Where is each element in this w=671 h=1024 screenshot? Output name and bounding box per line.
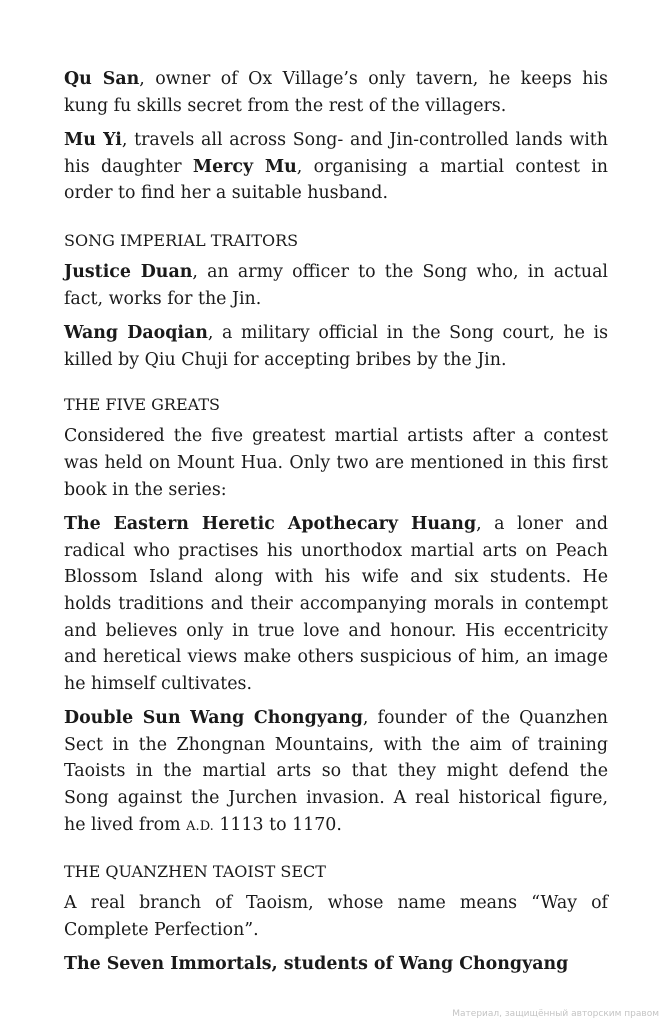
- character-name: Wang Daoqian: [64, 323, 208, 344]
- character-description: , organising a martial contest in order to find her a suitable husband.: [64, 156, 608, 204]
- section-heading: THE QUANZHEN TAOIST SECT: [64, 862, 326, 882]
- character-description: 1113 to 1170.: [213, 814, 342, 835]
- entry-wang-daoqian: [64, 320, 608, 373]
- era-abbreviation: A.D.: [186, 818, 214, 834]
- character-name: Qu San: [64, 69, 140, 89]
- character-name: Justice Duan: [64, 261, 193, 282]
- character-description: , a loner and radical who practises his unorthodox martial arts on Peach Blossom Island along with his wife and six students. He holds traditions and their accompanying morals in contempt and believes only in true love and honour. His eccentricity and heretical views make others suspicious of him, an image he himself cultivates.: [64, 514, 608, 694]
- character-description: , owner of Ox Village’s only tavern, he keeps his kung fu skills secret from the rest of the villagers.: [64, 69, 608, 116]
- section-heading: THE FIVE GREATS: [64, 395, 220, 415]
- character-name: Double Sun Wang Chongyang: [64, 708, 363, 729]
- entry-justice-duan: [64, 259, 608, 312]
- character-description: , an army officer to the Song who, in actual fact, works for the Jin.: [64, 261, 608, 309]
- entry-mu-yi: [64, 127, 608, 207]
- character-name: Mu Yi: [64, 130, 122, 151]
- entry-wang-chongyang: [64, 705, 608, 840]
- section-intro: A real branch of Taoism, whose name means “Way of Complete Perfection”.: [64, 893, 608, 940]
- document-page: [64, 66, 608, 986]
- subheading: The Seven Immortals, students of Wang Chongyang: [64, 954, 569, 975]
- character-description: , a military official in the Song court, he is killed by Qiu Chuji for accepting bribes by the Jin.: [64, 323, 608, 370]
- character-name: The Eastern Heretic Apothecary Huang: [64, 514, 477, 535]
- entry-qu-san: [64, 66, 608, 119]
- character-description: , travels all across Song- and Jin-controlled lands with his daughter: [64, 130, 608, 177]
- copyright-watermark: Материал, защищённый авторским правом: [452, 1009, 659, 1019]
- entry-apothecary-huang: [64, 511, 608, 697]
- section-heading: SONG IMPERIAL TRAITORS: [64, 230, 299, 250]
- section-intro: Considered the five greatest martial artists after a contest was held on Mount Hua. Only two are mentioned in this first book in the series:: [64, 426, 608, 500]
- character-description: , founder of the Quanzhen Sect in the Zhongnan Mountains, with the aim of training Taoists in the martial arts so that they might defend the Song against the Jurchen invasion. A real historical figure, he lived from: [64, 708, 608, 835]
- character-name: Mercy Mu: [192, 156, 297, 177]
